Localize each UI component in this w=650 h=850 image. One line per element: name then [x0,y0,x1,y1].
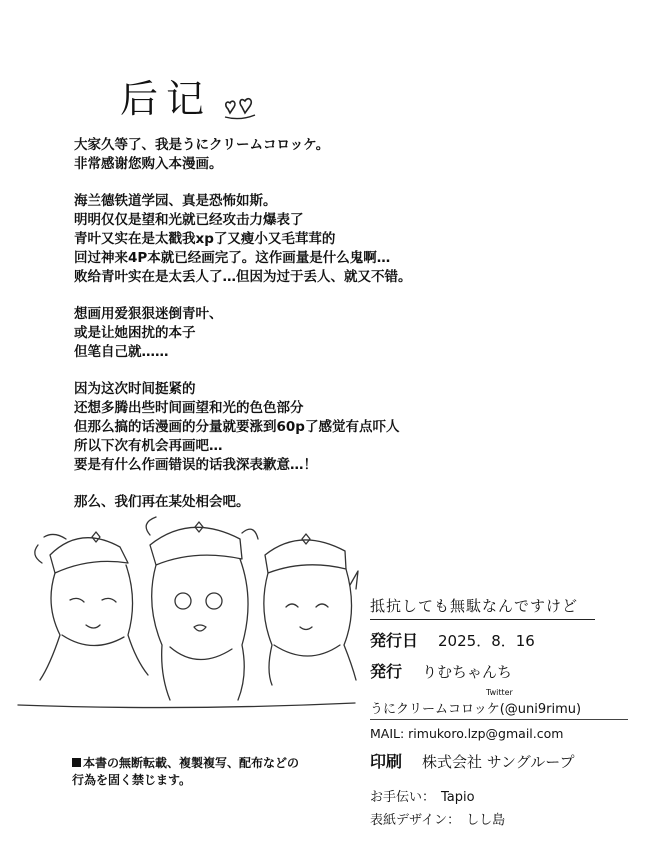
publish-date-label: 発行日 [370,631,419,650]
twitter-label: Twitter [486,688,513,697]
paragraph-3 [74,305,594,362]
author-handle: うにクリームコロッケ(@uni9rimu) [370,702,582,717]
helper-value: Tapio [441,790,475,805]
text-line: 回过神来4P本就已经画完了。这作画量是什么鬼啊… [74,250,391,266]
square-bullet-icon [72,758,81,767]
paragraph-1 [74,136,594,174]
printer-label: 印刷 [370,752,403,771]
colophon [370,595,640,828]
mail-line: MAIL: rimukoro.lzp@gmail.com [370,726,564,741]
text-line: 因为这次时间挺紧的 [74,381,196,397]
publisher-label: 発行 [370,662,403,681]
text-line: 要是有什么作画错误的话我深表歉意…！ [74,457,317,473]
helper-label: お手伝い： [370,790,436,805]
book-title: 抵抗しても無駄なんですけど [370,597,579,615]
afterword-message [74,136,594,530]
printer-row [370,749,640,772]
notice-line: 行為を固く禁じます。 [72,773,192,787]
text-line: 还想多腾出些时间画望和光的色色部分 [74,400,304,416]
text-line: 海兰德铁道学园、真是恐怖如斯。 [74,193,277,209]
paragraph-5 [74,493,594,512]
text-line: 或是让她困扰的本子 [74,325,196,341]
paragraph-2 [74,192,594,287]
text-line: 那么、我们再在某处相会吧。 [74,494,250,510]
printer-value: 株式会社 サングループ [422,753,575,771]
notice-line [72,755,299,772]
text-line: 青叶又实在是太戳我xp了又瘦小又毛茸茸的 [74,231,336,247]
text-line: 所以下次有机会再画吧… [74,438,223,454]
notice-text: 本書の無断転載、複製複写、配布などの [83,756,300,770]
text-line: 但笔自己就…… [74,344,169,360]
author-underline [370,719,628,720]
chibi-characters-sketch-icon [10,515,360,715]
text-line: 大家久等了、我是うにクリームコロッケ。 [74,137,330,153]
publisher-value: りむちゃんち [422,663,513,681]
text-line: 明明仅仅是望和光就已经攻击力爆表了 [74,212,304,228]
heading [120,68,258,123]
title-underline [370,619,595,620]
cover-design-label: 表紙デザイン： [370,813,461,828]
text-line: 想画用爱狠狠迷倒青叶、 [74,306,223,322]
hearts-icon [222,95,258,123]
paragraph-4 [74,380,594,475]
cover-design-value: しし島 [466,813,506,828]
copyright-notice [72,755,299,789]
text-line: 非常感谢您购入本漫画。 [74,156,223,172]
page-title: 后记 [120,77,213,121]
publish-date-value: 2025．8．16 [438,632,535,650]
text-line: 败给青叶实在是太丢人了…但因为过于丢人、就又不错。 [74,269,412,285]
publish-date-row [370,628,640,651]
publisher-row [370,659,640,682]
text-line: 但那么搞的话漫画的分量就要涨到60p了感觉有点吓人 [74,419,400,435]
author-row [370,688,640,717]
cover-design-row [370,809,640,828]
helper-row [370,786,640,805]
